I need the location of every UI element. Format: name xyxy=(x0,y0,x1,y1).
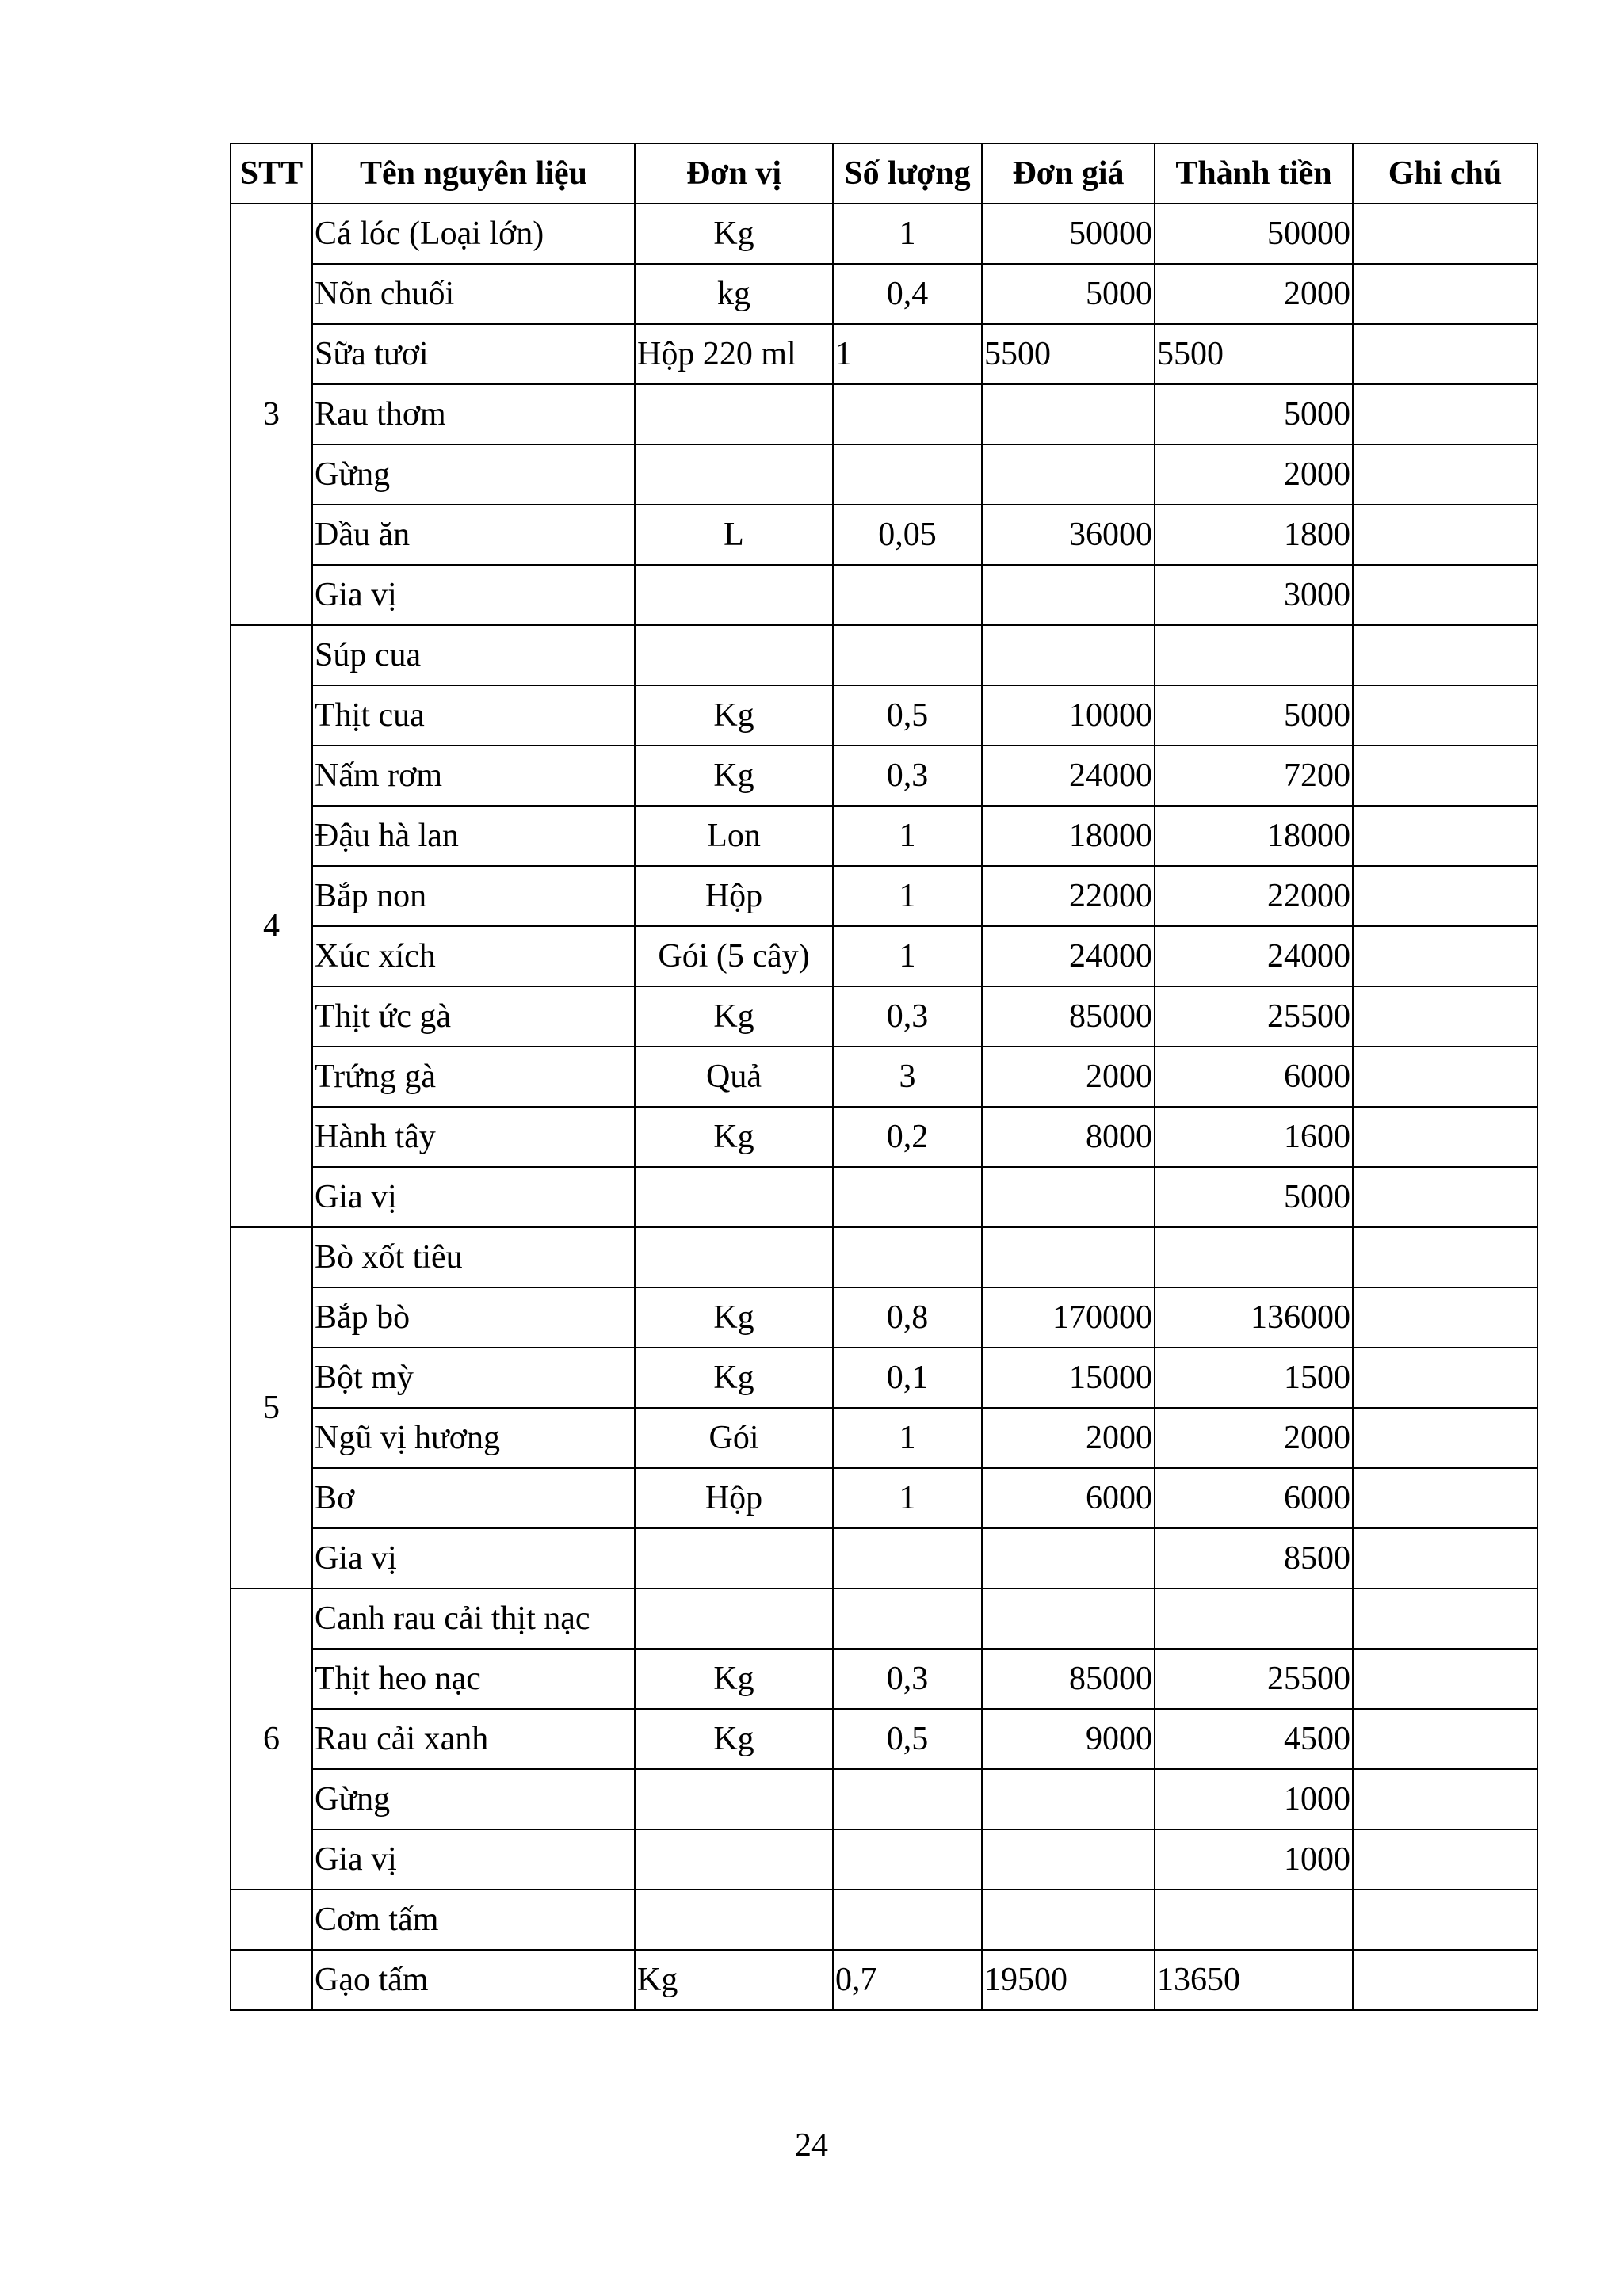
table-row xyxy=(231,1167,1537,1227)
quantity-cell: 1 xyxy=(833,324,982,384)
unit-cell xyxy=(635,384,833,444)
table-row xyxy=(231,625,1537,685)
total-cell: 5000 xyxy=(1155,384,1353,444)
ingredient-name-cell: Nõn chuối xyxy=(312,264,635,324)
stt-cell xyxy=(231,1950,312,2010)
note-cell xyxy=(1353,384,1537,444)
total-cell: 50000 xyxy=(1155,204,1353,264)
note-cell xyxy=(1353,1589,1537,1649)
unit-cell: Lon xyxy=(635,806,833,866)
unit-price-cell: 15000 xyxy=(982,1348,1155,1408)
total-cell: 18000 xyxy=(1155,806,1353,866)
ingredient-name-cell: Gừng xyxy=(312,444,635,505)
table-row xyxy=(231,1709,1537,1769)
table-row xyxy=(231,926,1537,986)
table-row xyxy=(231,204,1537,264)
note-cell xyxy=(1353,324,1537,384)
quantity-cell xyxy=(833,1890,982,1950)
ingredient-name-cell: Bột mỳ xyxy=(312,1348,635,1408)
column-header-unit: Đơn vị xyxy=(635,143,833,204)
note-cell xyxy=(1353,986,1537,1047)
note-cell xyxy=(1353,746,1537,806)
total-cell: 1000 xyxy=(1155,1829,1353,1890)
table-body xyxy=(231,204,1537,2010)
table-row xyxy=(231,264,1537,324)
unit-price-cell: 10000 xyxy=(982,685,1155,746)
unit-price-cell xyxy=(982,1829,1155,1890)
note-cell xyxy=(1353,926,1537,986)
unit-price-cell: 18000 xyxy=(982,806,1155,866)
total-cell: 1500 xyxy=(1155,1348,1353,1408)
total-cell xyxy=(1155,625,1353,685)
unit-cell: Hộp 220 ml xyxy=(635,324,833,384)
column-header-total: Thành tiền xyxy=(1155,143,1353,204)
unit-price-cell: 19500 xyxy=(982,1950,1155,2010)
ingredient-name-cell: Cá lóc (Loại lớn) xyxy=(312,204,635,264)
unit-cell: kg xyxy=(635,264,833,324)
column-header-unit-price: Đơn giá xyxy=(982,143,1155,204)
table-row xyxy=(231,986,1537,1047)
ingredient-name-cell: Bò xốt tiêu xyxy=(312,1227,635,1287)
unit-price-cell: 170000 xyxy=(982,1287,1155,1348)
table-row xyxy=(231,1528,1537,1589)
table-row xyxy=(231,1408,1537,1468)
unit-cell xyxy=(635,444,833,505)
quantity-cell: 1 xyxy=(833,866,982,926)
unit-price-cell xyxy=(982,444,1155,505)
total-cell: 5500 xyxy=(1155,324,1353,384)
unit-cell xyxy=(635,1227,833,1287)
total-cell: 136000 xyxy=(1155,1287,1353,1348)
ingredient-name-cell: Thịt heo nạc xyxy=(312,1649,635,1709)
quantity-cell: 0,2 xyxy=(833,1107,982,1167)
quantity-cell: 1 xyxy=(833,1468,982,1528)
quantity-cell: 1 xyxy=(833,806,982,866)
note-cell xyxy=(1353,1348,1537,1408)
table-row xyxy=(231,1589,1537,1649)
total-cell xyxy=(1155,1890,1353,1950)
table-header xyxy=(231,143,1537,204)
note-cell xyxy=(1353,1649,1537,1709)
note-cell xyxy=(1353,1167,1537,1227)
unit-price-cell: 6000 xyxy=(982,1468,1155,1528)
note-cell xyxy=(1353,1107,1537,1167)
quantity-cell: 0,3 xyxy=(833,1649,982,1709)
note-cell xyxy=(1353,1890,1537,1950)
note-cell xyxy=(1353,1528,1537,1589)
ingredient-name-cell: Sữa tươi xyxy=(312,324,635,384)
total-cell: 8500 xyxy=(1155,1528,1353,1589)
total-cell: 5000 xyxy=(1155,685,1353,746)
note-cell xyxy=(1353,1047,1537,1107)
total-cell: 3000 xyxy=(1155,565,1353,625)
unit-price-cell: 5000 xyxy=(982,264,1155,324)
table-row xyxy=(231,746,1537,806)
total-cell: 24000 xyxy=(1155,926,1353,986)
ingredient-name-cell: Hành tây xyxy=(312,1107,635,1167)
ingredient-name-cell: Thịt ức gà xyxy=(312,986,635,1047)
unit-price-cell xyxy=(982,1589,1155,1649)
total-cell: 2000 xyxy=(1155,1408,1353,1468)
unit-cell: Hộp xyxy=(635,866,833,926)
total-cell: 1600 xyxy=(1155,1107,1353,1167)
ingredients-table xyxy=(230,143,1538,2011)
stt-cell: 5 xyxy=(231,1227,312,1589)
table-row xyxy=(231,565,1537,625)
quantity-cell: 0,5 xyxy=(833,685,982,746)
quantity-cell: 0,7 xyxy=(833,1950,982,2010)
note-cell xyxy=(1353,625,1537,685)
quantity-cell: 0,3 xyxy=(833,746,982,806)
ingredient-name-cell: Gia vị xyxy=(312,1528,635,1589)
unit-cell: Kg xyxy=(635,1950,833,2010)
unit-price-cell: 24000 xyxy=(982,926,1155,986)
note-cell xyxy=(1353,1829,1537,1890)
note-cell xyxy=(1353,1950,1537,2010)
unit-cell: L xyxy=(635,505,833,565)
total-cell: 2000 xyxy=(1155,444,1353,505)
unit-price-cell xyxy=(982,1528,1155,1589)
note-cell xyxy=(1353,806,1537,866)
column-header-ingredient-name: Tên nguyên liệu xyxy=(312,143,635,204)
unit-cell xyxy=(635,1769,833,1829)
total-cell: 1800 xyxy=(1155,505,1353,565)
quantity-cell xyxy=(833,1167,982,1227)
total-cell xyxy=(1155,1227,1353,1287)
table-row xyxy=(231,1468,1537,1528)
table-row xyxy=(231,384,1537,444)
quantity-cell: 0,05 xyxy=(833,505,982,565)
ingredient-name-cell: Gạo tấm xyxy=(312,1950,635,2010)
ingredient-name-cell: Bắp bò xyxy=(312,1287,635,1348)
quantity-cell xyxy=(833,384,982,444)
table-row xyxy=(231,1047,1537,1107)
header-row xyxy=(231,143,1537,204)
unit-price-cell xyxy=(982,1167,1155,1227)
table-row xyxy=(231,866,1537,926)
ingredient-name-cell: Cơm tấm xyxy=(312,1890,635,1950)
table-row xyxy=(231,1227,1537,1287)
table-row xyxy=(231,324,1537,384)
table-row xyxy=(231,444,1537,505)
unit-price-cell: 9000 xyxy=(982,1709,1155,1769)
column-header-stt: STT xyxy=(231,143,312,204)
unit-cell xyxy=(635,1589,833,1649)
unit-cell: Kg xyxy=(635,746,833,806)
total-cell: 25500 xyxy=(1155,986,1353,1047)
note-cell xyxy=(1353,1287,1537,1348)
unit-cell xyxy=(635,1890,833,1950)
table-row xyxy=(231,1890,1537,1950)
stt-cell: 4 xyxy=(231,625,312,1227)
unit-price-cell: 5500 xyxy=(982,324,1155,384)
quantity-cell xyxy=(833,1589,982,1649)
stt-cell: 3 xyxy=(231,204,312,625)
ingredient-name-cell: Thịt cua xyxy=(312,685,635,746)
total-cell: 6000 xyxy=(1155,1468,1353,1528)
total-cell: 13650 xyxy=(1155,1950,1353,2010)
note-cell xyxy=(1353,685,1537,746)
unit-price-cell: 8000 xyxy=(982,1107,1155,1167)
unit-cell xyxy=(635,1829,833,1890)
unit-price-cell xyxy=(982,1769,1155,1829)
total-cell: 22000 xyxy=(1155,866,1353,926)
quantity-cell: 1 xyxy=(833,204,982,264)
unit-cell: Kg xyxy=(635,1649,833,1709)
ingredient-name-cell: Trứng gà xyxy=(312,1047,635,1107)
quantity-cell xyxy=(833,1528,982,1589)
unit-cell: Kg xyxy=(635,986,833,1047)
quantity-cell: 3 xyxy=(833,1047,982,1107)
quantity-cell xyxy=(833,1829,982,1890)
total-cell: 5000 xyxy=(1155,1167,1353,1227)
unit-price-cell xyxy=(982,1227,1155,1287)
total-cell: 6000 xyxy=(1155,1047,1353,1107)
unit-price-cell: 22000 xyxy=(982,866,1155,926)
unit-price-cell: 2000 xyxy=(982,1408,1155,1468)
quantity-cell xyxy=(833,565,982,625)
quantity-cell: 1 xyxy=(833,926,982,986)
total-cell: 7200 xyxy=(1155,746,1353,806)
note-cell xyxy=(1353,565,1537,625)
ingredient-name-cell: Nấm rơm xyxy=(312,746,635,806)
note-cell xyxy=(1353,866,1537,926)
unit-price-cell: 24000 xyxy=(982,746,1155,806)
ingredient-name-cell: Gia vị xyxy=(312,1167,635,1227)
note-cell xyxy=(1353,444,1537,505)
table-row xyxy=(231,1829,1537,1890)
unit-cell: Gói xyxy=(635,1408,833,1468)
total-cell: 2000 xyxy=(1155,264,1353,324)
unit-cell: Kg xyxy=(635,685,833,746)
unit-cell xyxy=(635,1528,833,1589)
unit-cell: Kg xyxy=(635,1348,833,1408)
note-cell xyxy=(1353,204,1537,264)
unit-price-cell: 85000 xyxy=(982,986,1155,1047)
unit-price-cell: 85000 xyxy=(982,1649,1155,1709)
note-cell xyxy=(1353,505,1537,565)
table-row xyxy=(231,806,1537,866)
quantity-cell xyxy=(833,625,982,685)
table-row xyxy=(231,1348,1537,1408)
unit-cell: Kg xyxy=(635,1287,833,1348)
unit-cell: Hộp xyxy=(635,1468,833,1528)
total-cell xyxy=(1155,1589,1353,1649)
unit-price-cell: 2000 xyxy=(982,1047,1155,1107)
unit-cell xyxy=(635,1167,833,1227)
unit-price-cell: 50000 xyxy=(982,204,1155,264)
note-cell xyxy=(1353,1769,1537,1829)
unit-price-cell xyxy=(982,384,1155,444)
ingredient-name-cell: Bơ xyxy=(312,1468,635,1528)
quantity-cell xyxy=(833,444,982,505)
ingredient-name-cell: Gia vị xyxy=(312,1829,635,1890)
quantity-cell: 1 xyxy=(833,1408,982,1468)
unit-cell: Kg xyxy=(635,204,833,264)
table-row xyxy=(231,1287,1537,1348)
ingredient-name-cell: Bắp non xyxy=(312,866,635,926)
unit-cell xyxy=(635,625,833,685)
unit-cell: Gói (5 cây) xyxy=(635,926,833,986)
ingredient-name-cell: Xúc xích xyxy=(312,926,635,986)
ingredient-name-cell: Gia vị xyxy=(312,565,635,625)
unit-price-cell xyxy=(982,1890,1155,1950)
table-row xyxy=(231,1769,1537,1829)
ingredient-name-cell: Rau thơm xyxy=(312,384,635,444)
stt-cell xyxy=(231,1890,312,1950)
quantity-cell xyxy=(833,1227,982,1287)
unit-cell: Kg xyxy=(635,1107,833,1167)
note-cell xyxy=(1353,264,1537,324)
total-cell: 1000 xyxy=(1155,1769,1353,1829)
quantity-cell: 0,8 xyxy=(833,1287,982,1348)
ingredient-name-cell: Gừng xyxy=(312,1769,635,1829)
table-row xyxy=(231,1107,1537,1167)
page-number: 24 xyxy=(795,2127,828,2164)
total-cell: 4500 xyxy=(1155,1709,1353,1769)
quantity-cell: 0,5 xyxy=(833,1709,982,1769)
note-cell xyxy=(1353,1468,1537,1528)
ingredient-name-cell: Súp cua xyxy=(312,625,635,685)
quantity-cell: 0,3 xyxy=(833,986,982,1047)
quantity-cell xyxy=(833,1769,982,1829)
table-row xyxy=(231,1649,1537,1709)
note-cell xyxy=(1353,1408,1537,1468)
ingredient-name-cell: Rau cải xanh xyxy=(312,1709,635,1769)
table-row xyxy=(231,685,1537,746)
quantity-cell: 0,4 xyxy=(833,264,982,324)
table-row xyxy=(231,1950,1537,2010)
ingredient-name-cell: Canh rau cải thịt nạc xyxy=(312,1589,635,1649)
ingredient-name-cell: Ngũ vị hương xyxy=(312,1408,635,1468)
note-cell xyxy=(1353,1709,1537,1769)
quantity-cell: 0,1 xyxy=(833,1348,982,1408)
column-header-note: Ghi chú xyxy=(1353,143,1537,204)
unit-cell xyxy=(635,565,833,625)
column-header-quantity: Số lượng xyxy=(833,143,982,204)
unit-cell: Kg xyxy=(635,1709,833,1769)
stt-cell: 6 xyxy=(231,1589,312,1890)
total-cell: 25500 xyxy=(1155,1649,1353,1709)
ingredient-name-cell: Đậu hà lan xyxy=(312,806,635,866)
unit-cell: Quả xyxy=(635,1047,833,1107)
ingredient-name-cell: Dầu ăn xyxy=(312,505,635,565)
table-row xyxy=(231,505,1537,565)
unit-price-cell: 36000 xyxy=(982,505,1155,565)
note-cell xyxy=(1353,1227,1537,1287)
unit-price-cell xyxy=(982,565,1155,625)
unit-price-cell xyxy=(982,625,1155,685)
